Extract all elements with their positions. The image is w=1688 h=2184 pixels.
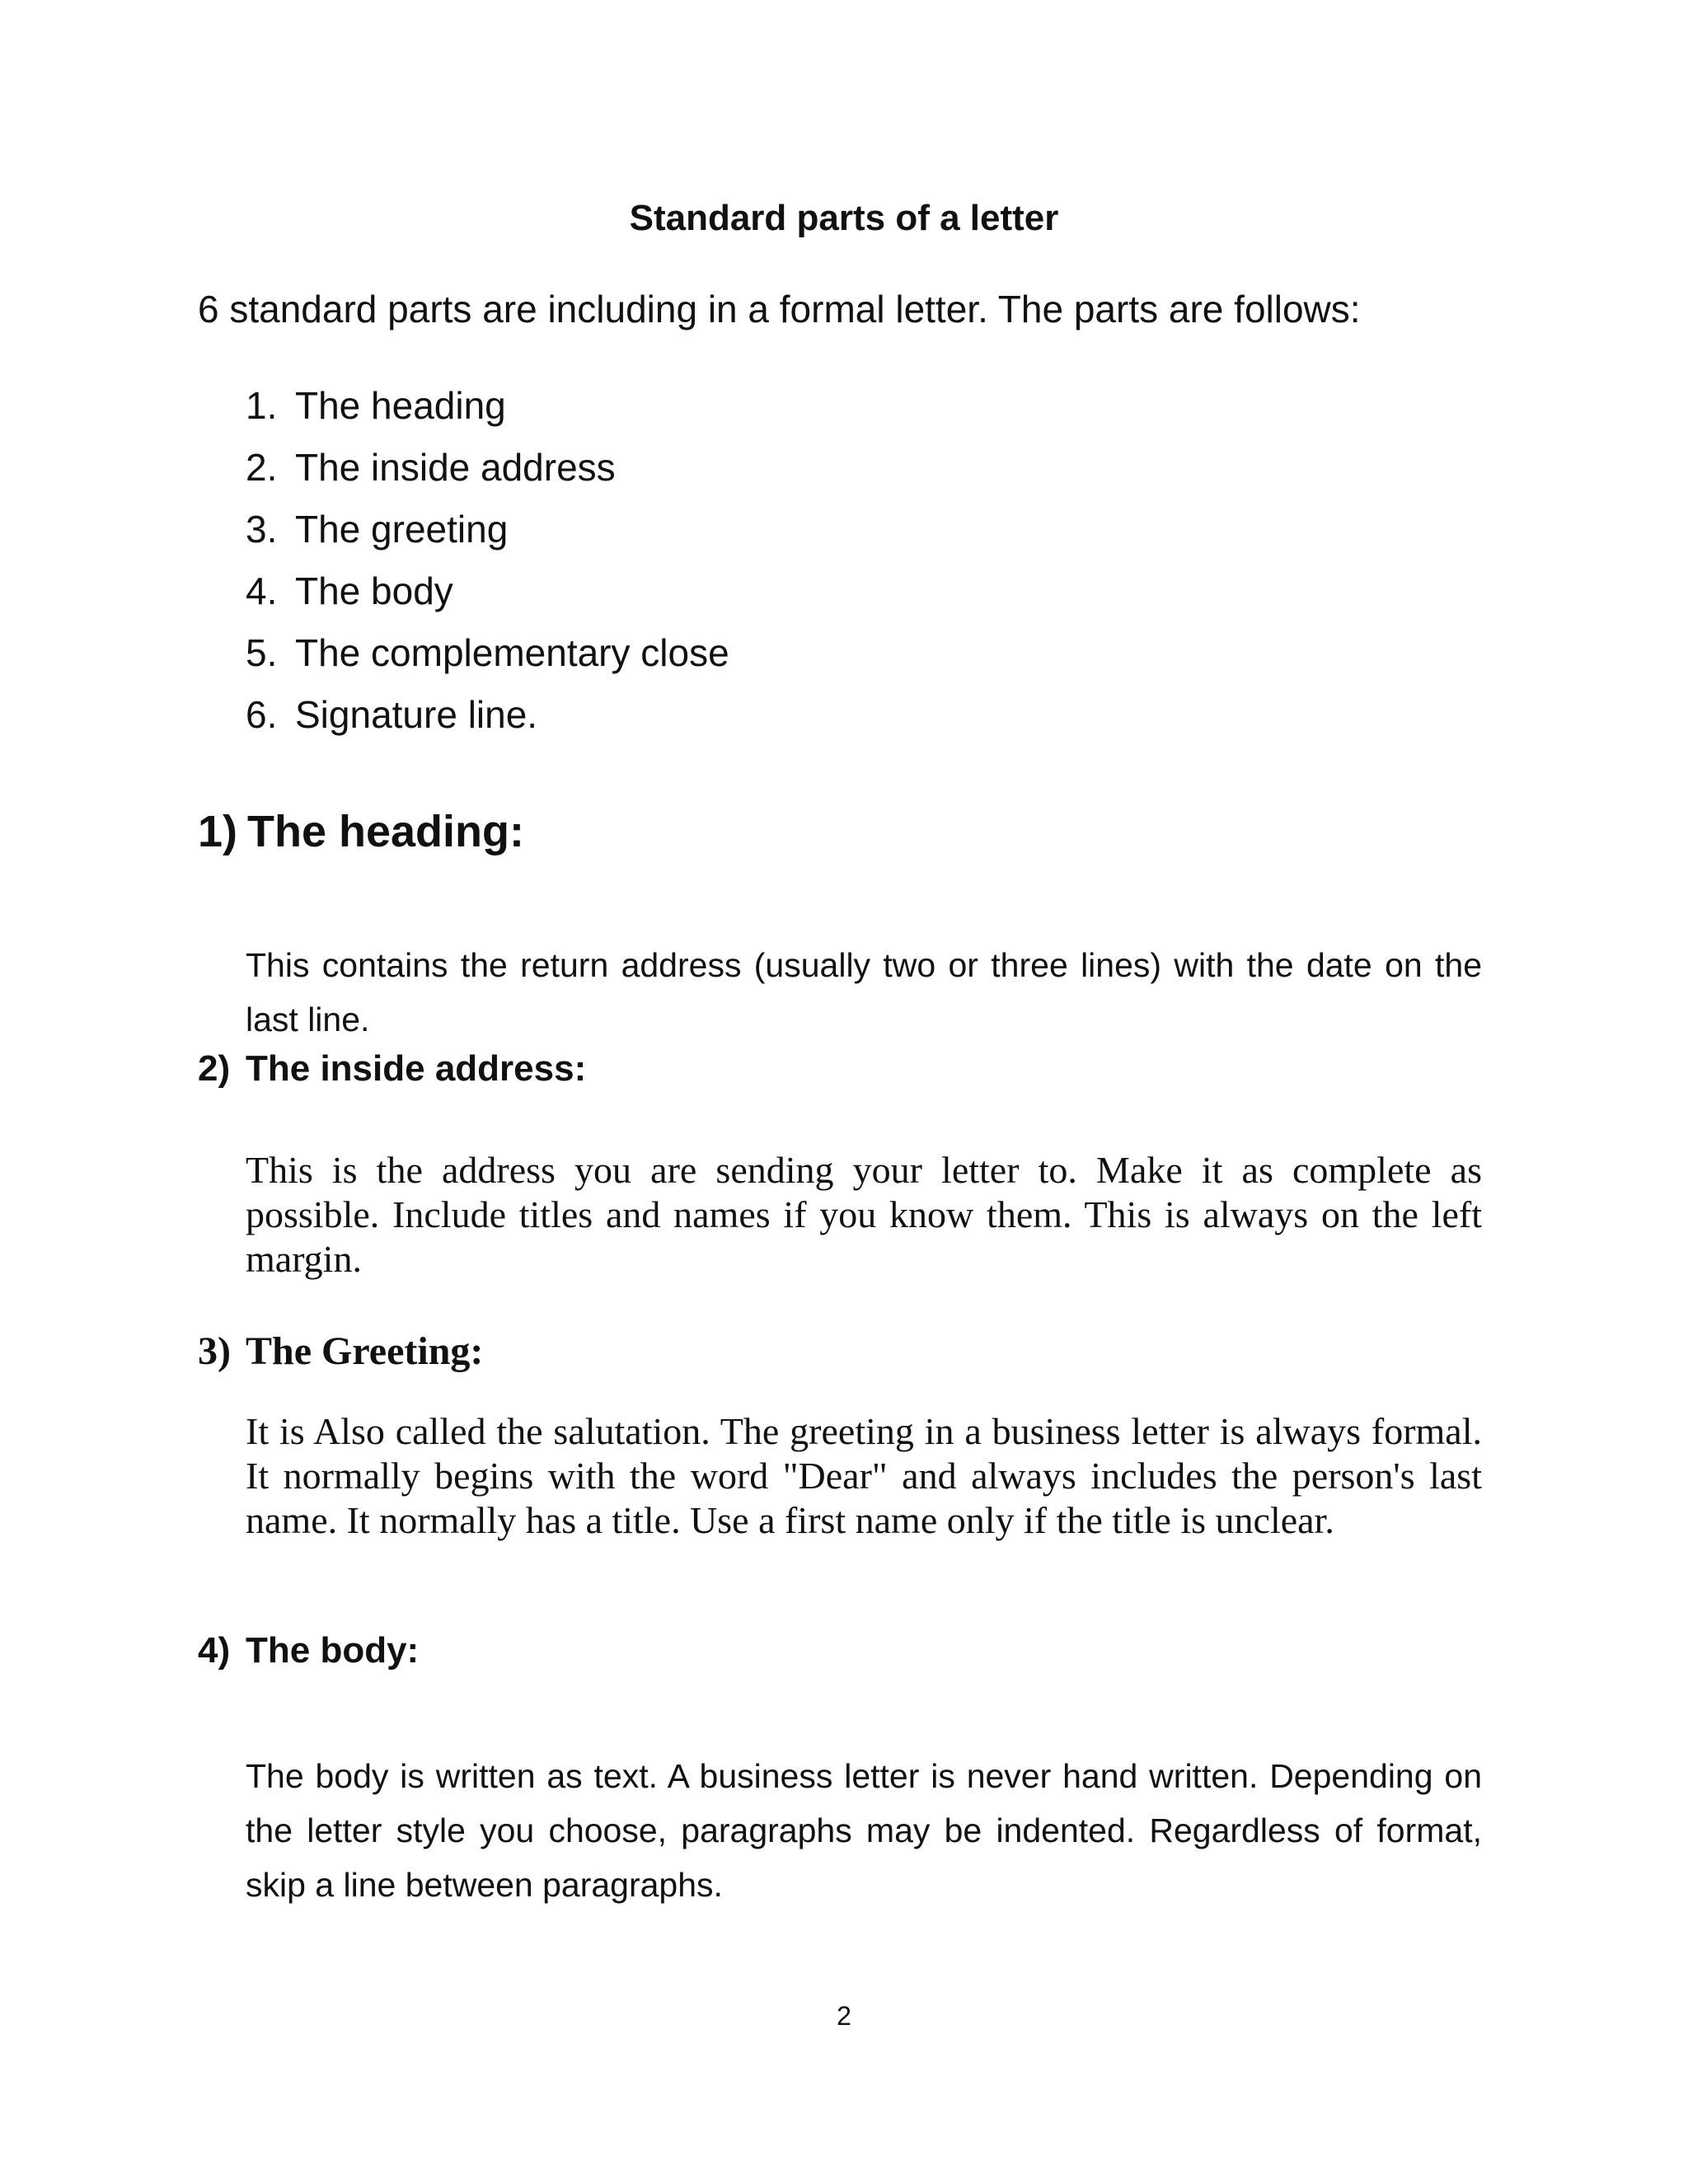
list-item (246, 375, 729, 437)
section-text-inside-address: This is the address you are sending your letter to. Make it as complete as possible. Include titles and names if you know them. This is always on the left margin. (246, 1149, 1482, 1280)
list-item-label: Signature line. (295, 693, 538, 736)
list-item-label: The greeting (295, 508, 509, 551)
section-heading-text: The inside address: (246, 1048, 587, 1089)
list-item-number: 5. (246, 631, 278, 674)
list-item-label: The complementary close (295, 631, 729, 674)
section-number: 3) (198, 1329, 231, 1373)
section-number: 2) (198, 1048, 231, 1089)
list-item-label: The inside address (295, 446, 616, 489)
list-item-label: The body (295, 569, 453, 612)
list-item (246, 622, 729, 684)
section-heading-text: The heading: (247, 807, 524, 856)
list-item (246, 560, 729, 622)
page-title: Standard parts of a letter (629, 198, 1059, 238)
list-item-number: 3. (246, 508, 278, 551)
list-item (246, 437, 729, 499)
list-item-number: 2. (246, 446, 278, 489)
section-text-body: The body is written as text. A business letter is never hand written. Depending on the letter style you choose, paragraphs may be indented. Regardless of format, skip a line between paragraphs. (246, 1757, 1482, 1904)
section-number: 1) (198, 807, 238, 856)
section-heading-text: The Greeting: (246, 1329, 484, 1373)
list-item-label: The heading (295, 384, 506, 427)
section-heading-heading (198, 806, 524, 857)
parts-list (246, 375, 729, 746)
page-number: 2 (837, 2001, 851, 2031)
section-heading-text: The body: (246, 1630, 420, 1671)
list-item-number: 1. (246, 384, 278, 427)
section-heading-body (198, 1630, 419, 1671)
section-number: 4) (198, 1630, 231, 1671)
list-item-number: 6. (246, 693, 278, 736)
list-item (246, 499, 729, 560)
intro-text: 6 standard parts are including in a formal letter. The parts are follows: (198, 288, 1361, 330)
section-heading-inside-address (198, 1048, 586, 1090)
section-text-greeting: It is Also called the salutation. The greeting in a business letter is always formal. It normally begins with the word "Dear" and always includes the person's last name. It normally has a title. Use a first name only if the title is unclear. (246, 1410, 1482, 1541)
section-heading-greeting (198, 1329, 483, 1374)
list-item (246, 684, 729, 746)
list-item-number: 4. (246, 569, 278, 612)
section-text-heading: This contains the return address (usually two or three lines) with the date on the last line. (246, 946, 1482, 1038)
